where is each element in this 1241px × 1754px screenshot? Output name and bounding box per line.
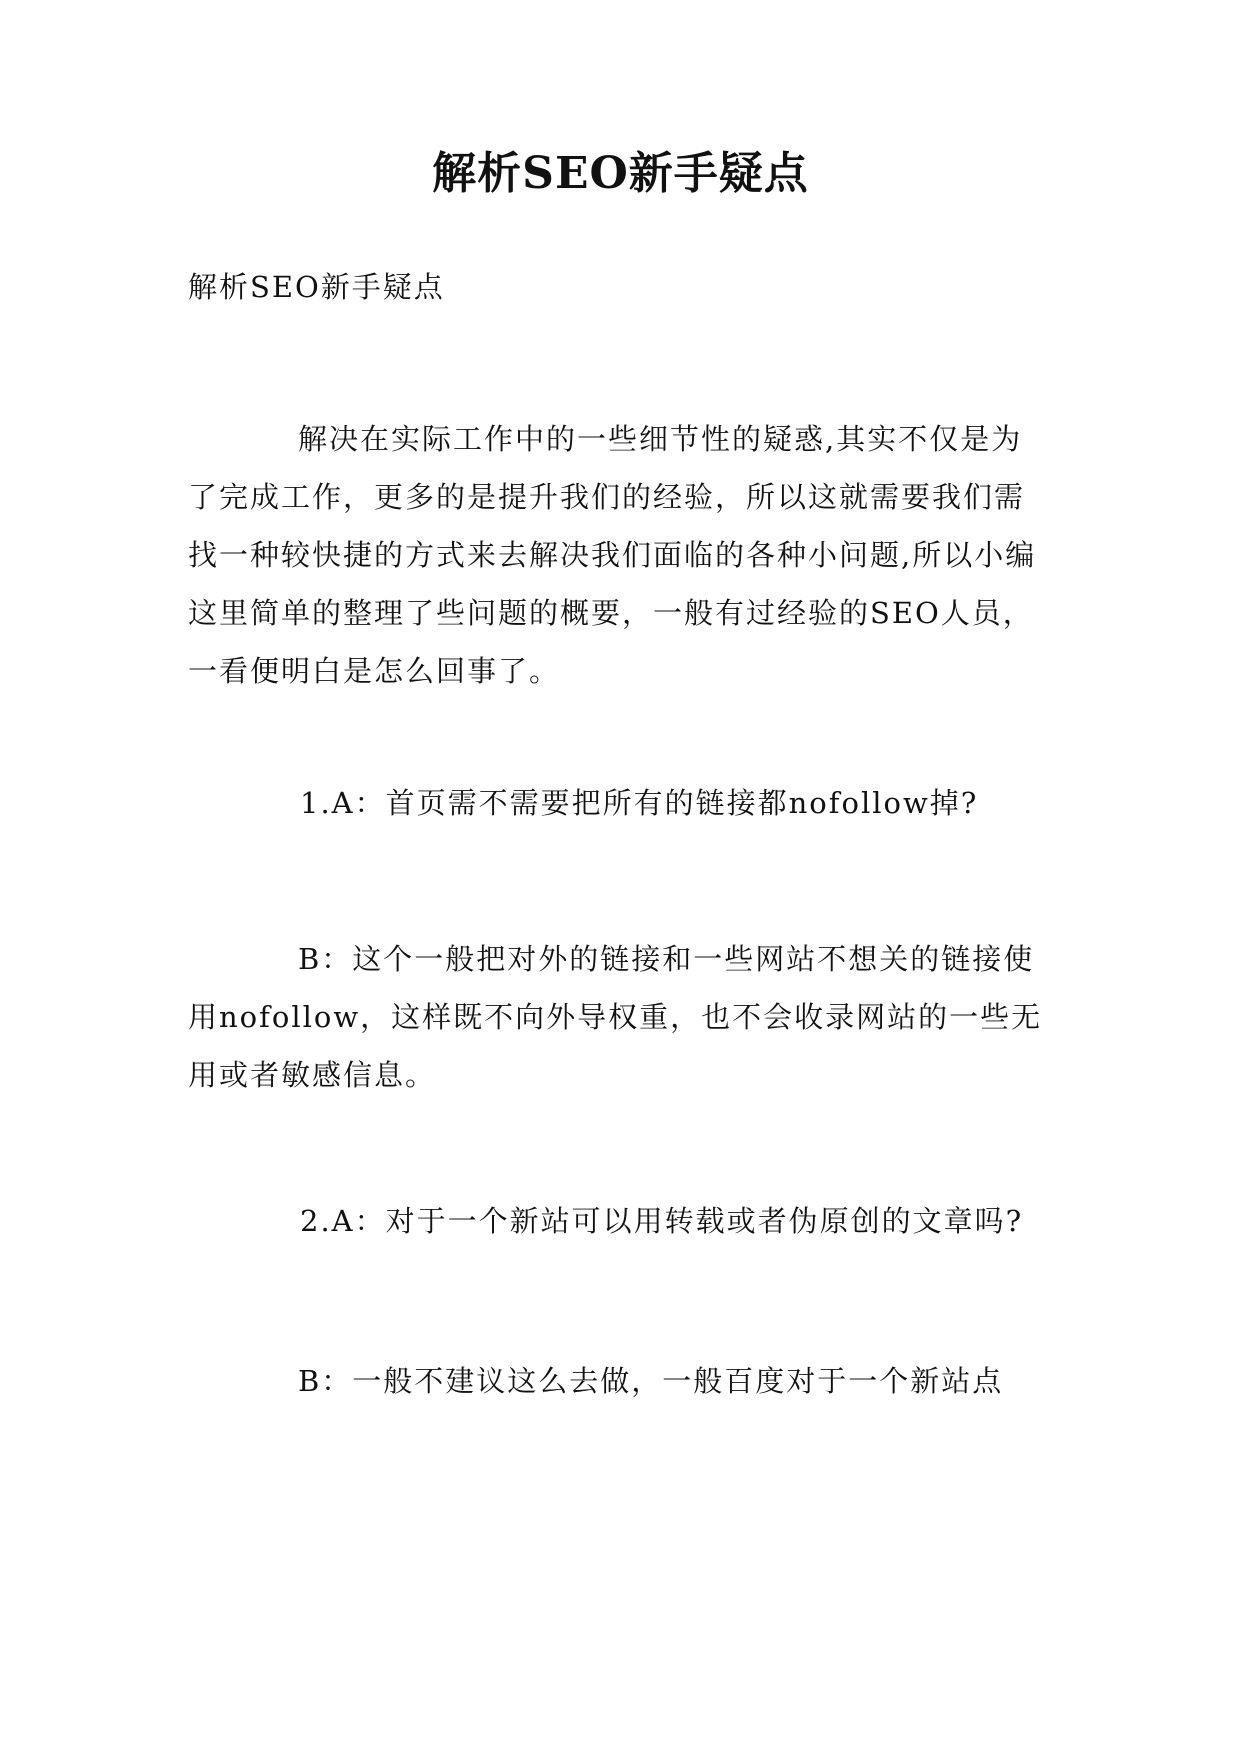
answer-1: B：这个一般把对外的链接和一些网站不想关的链接使用nofollow，这样既不向外导权重，也不会收录网站的一些无用或者敏感信息。 xyxy=(188,942,1043,1092)
answer-2: B：一般不建议这么去做，一般百度对于一个新站点 xyxy=(298,1364,1004,1398)
question-1: 1.A：首页需不需要把所有的链接都nofollow掉? xyxy=(300,786,979,820)
question-2: 2.A：对于一个新站可以用转载或者伪原创的文章吗? xyxy=(300,1204,1024,1238)
intro-paragraph: 解决在实际工作中的一些细节性的疑惑,其实不仅是为了完成工作，更多的是提升我们的经验，所以这就需要我们需找一种较快捷的方式来去解决我们面临的各种小问题,所以小编这里简单的整理了些问题的概要，一般有过经验的SEO人员，一看便明白是怎么回事了。 xyxy=(188,422,1037,688)
document-title: 解析SEO新手疑点 xyxy=(432,148,809,199)
document-subtitle: 解析SEO新手疑点 xyxy=(188,270,445,304)
